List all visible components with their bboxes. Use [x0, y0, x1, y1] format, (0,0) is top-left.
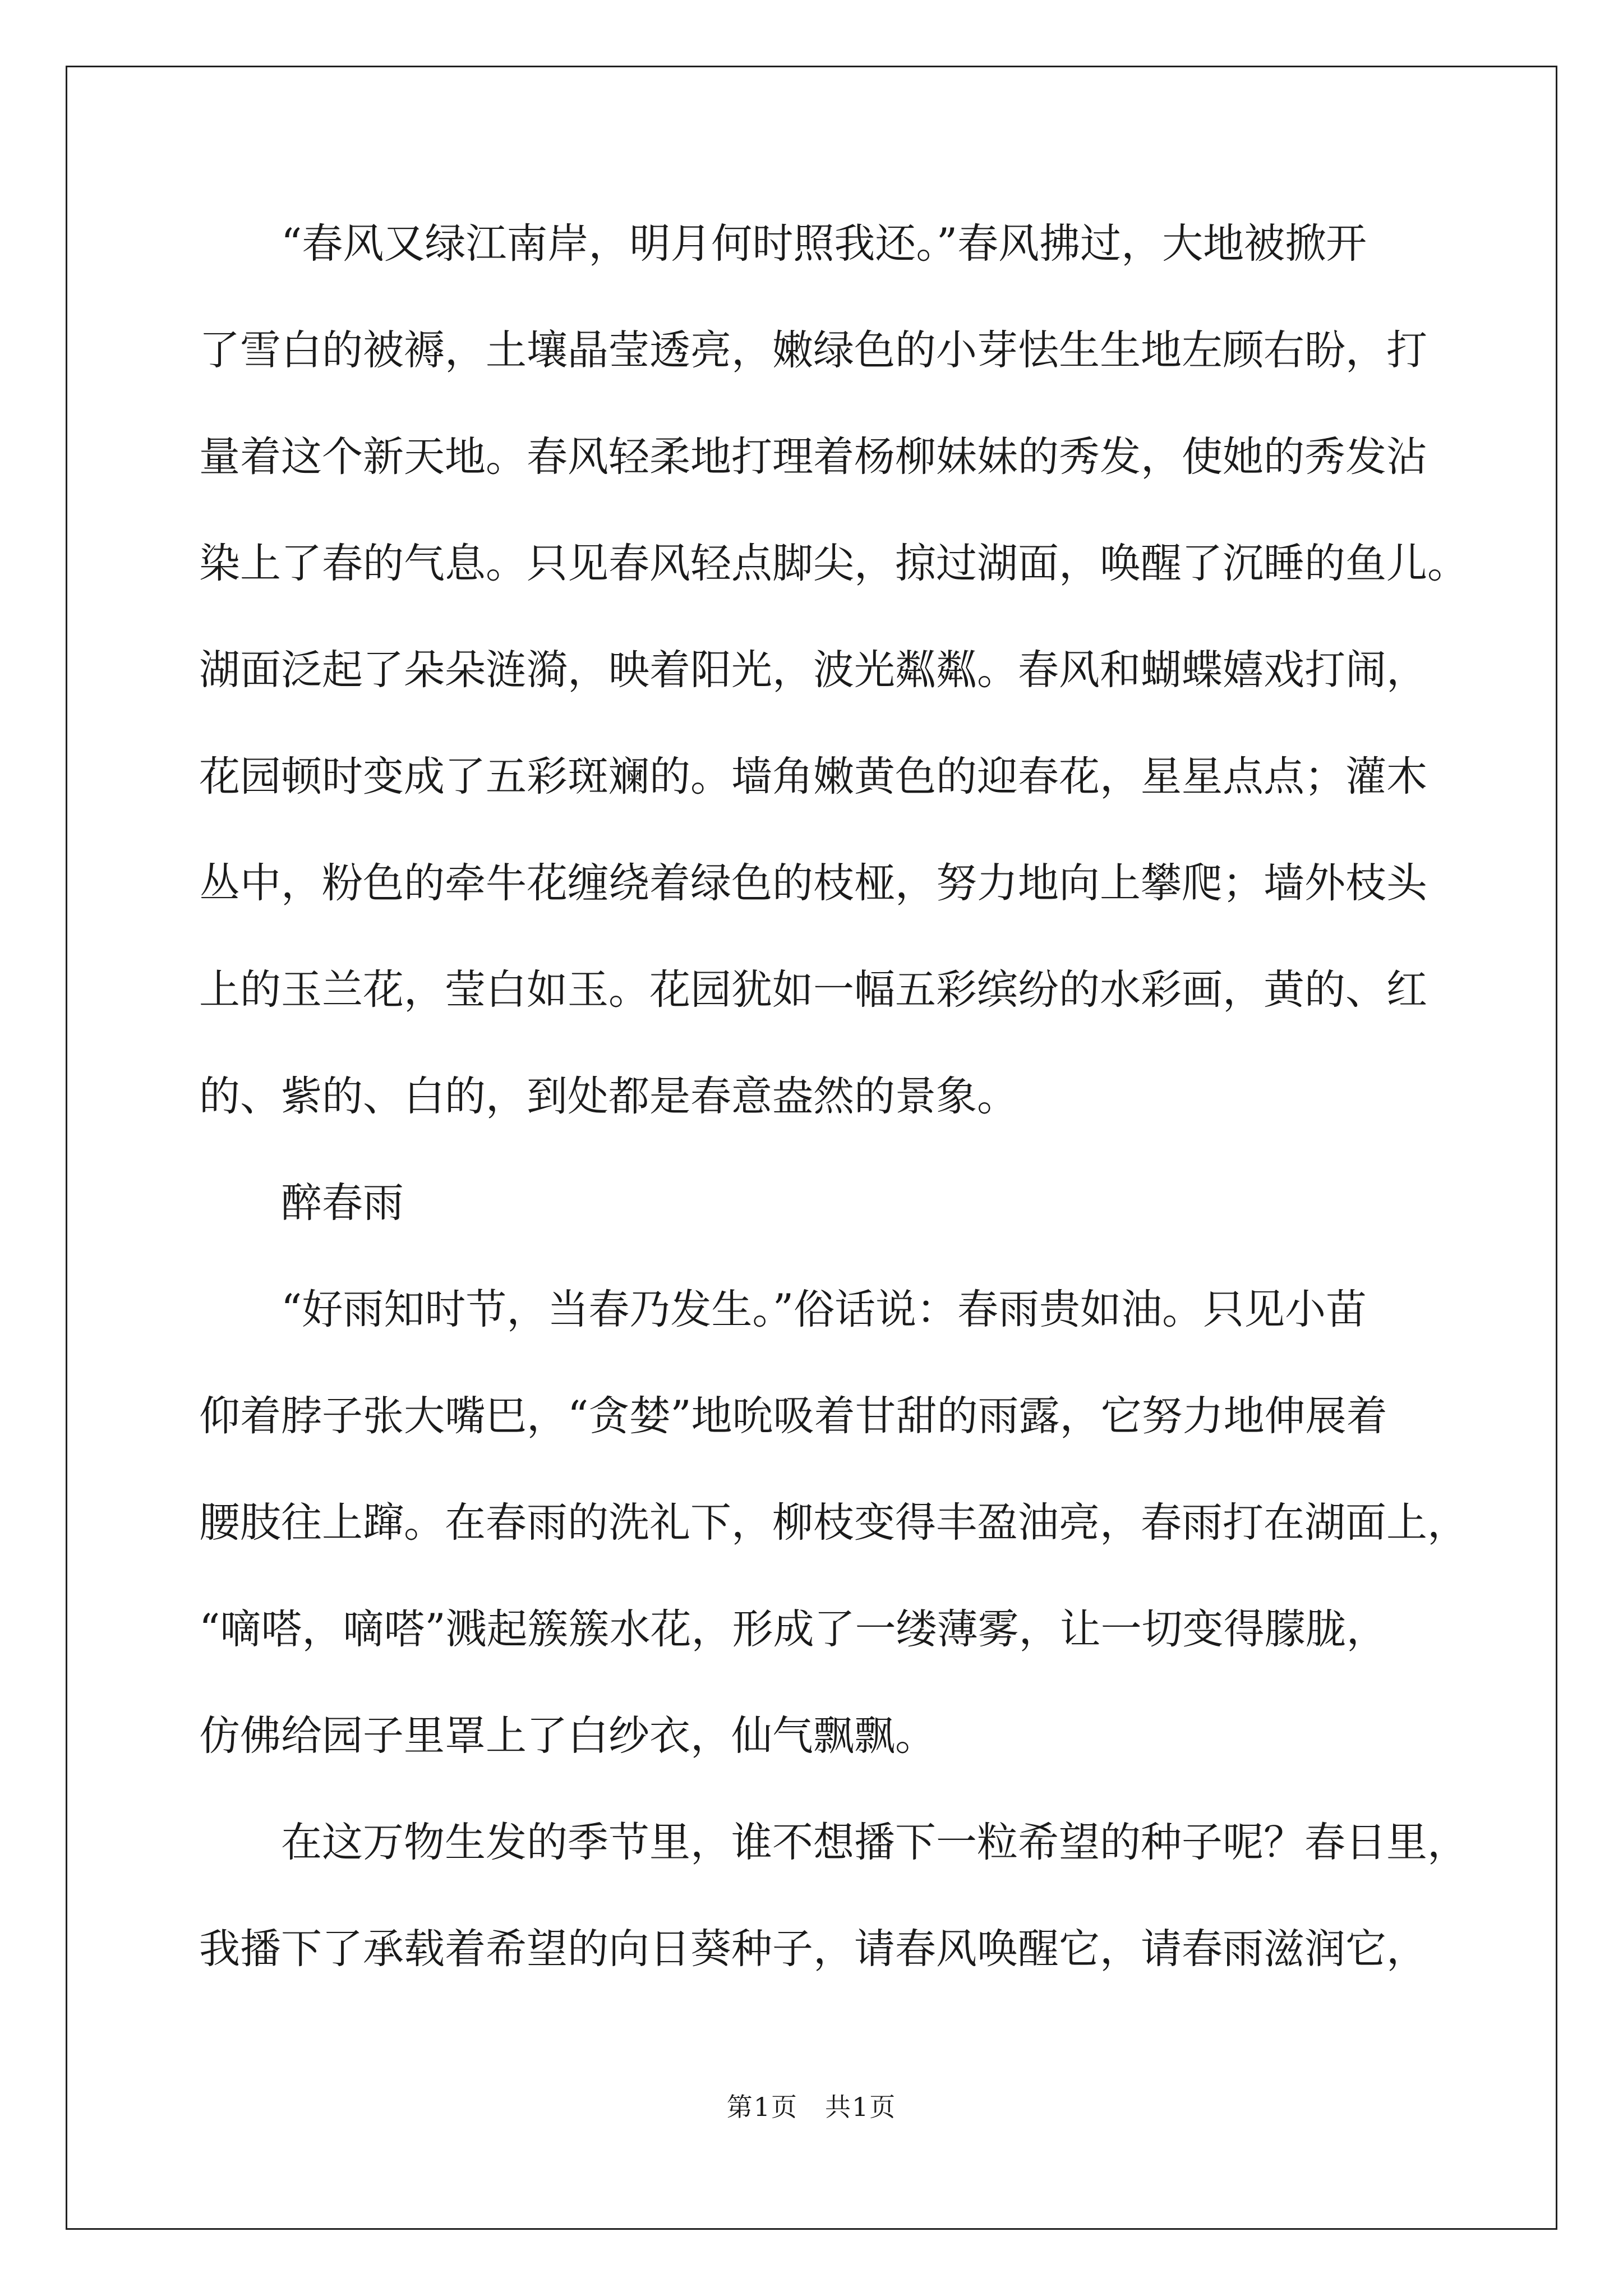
paragraph-seeds	[199, 1789, 1478, 2003]
document-body	[199, 191, 1478, 2003]
text-line: 上的玉兰花，莹白如玉。花园犹如一幅五彩缤纷的水彩画，黄的、红	[199, 966, 1427, 1014]
section-title-text: 醉春雨	[281, 1179, 404, 1227]
text-line: 了雪白的被褥，土壤晶莹透亮，嫩绿色的小芽怯生生地左顾右盼，打	[199, 326, 1427, 374]
text-line: 在这万物生发的季节里，谁不想播下一粒希望的种子呢？春日里，	[281, 1819, 1468, 1866]
text-line: 的、紫的、白的，到处都是春意盎然的景象。	[199, 1073, 1018, 1120]
text-line: “嘀嗒，嘀嗒”溅起簇簇水花，形成了一缕薄雾，让一切变得朦胧，	[199, 1605, 1387, 1653]
text-line: 丛中，粉色的牵牛花缠绕着绿色的枝桠，努力地向上攀爬；墙外枝头	[199, 859, 1427, 907]
paragraph-spring-wind	[199, 191, 1478, 1150]
text-line: “好雨知时节，当春乃发生。”俗话说：春雨贵如油。只见小苗	[281, 1286, 1367, 1333]
section-title	[199, 1150, 1478, 1257]
text-line: 染上了春的气息。只见春风轻点脚尖，掠过湖面，唤醒了沉睡的鱼儿。	[199, 540, 1468, 587]
text-line: 仰着脖子张大嘴巴，“贪婪”地吮吸着甘甜的雨露，它努力地伸展着	[199, 1392, 1387, 1440]
paragraph-spring-rain	[199, 1257, 1478, 1789]
text-line: 花园顿时变成了五彩斑斓的。墙角嫩黄色的迎春花，星星点点；灌木	[199, 753, 1427, 800]
page-footer	[0, 2087, 1623, 2124]
text-line: 腰肢往上蹿。在春雨的洗礼下，柳枝变得丰盈油亮，春雨打在湖面上，	[199, 1499, 1468, 1547]
text-line: “春风又绿江南岸，明月何时照我还。”春风拂过，大地被掀开	[281, 220, 1367, 268]
text-line: 我播下了承载着希望的向日葵种子，请春风唤醒它，请春雨滋润它，	[199, 1925, 1427, 1973]
text-line: 量着这个新天地。春风轻柔地打理着杨柳妹妹的秀发，使她的秀发沾	[199, 433, 1427, 481]
page-number-total: 共1页	[825, 2092, 897, 2122]
text-line: 湖面泛起了朵朵涟漪，映着阳光，波光粼粼。春风和蝴蝶嬉戏打闹，	[199, 646, 1427, 694]
page-number-current: 第1页	[726, 2092, 798, 2122]
text-line: 仿佛给园子里罩上了白纱衣，仙气飘飘。	[199, 1712, 936, 1760]
